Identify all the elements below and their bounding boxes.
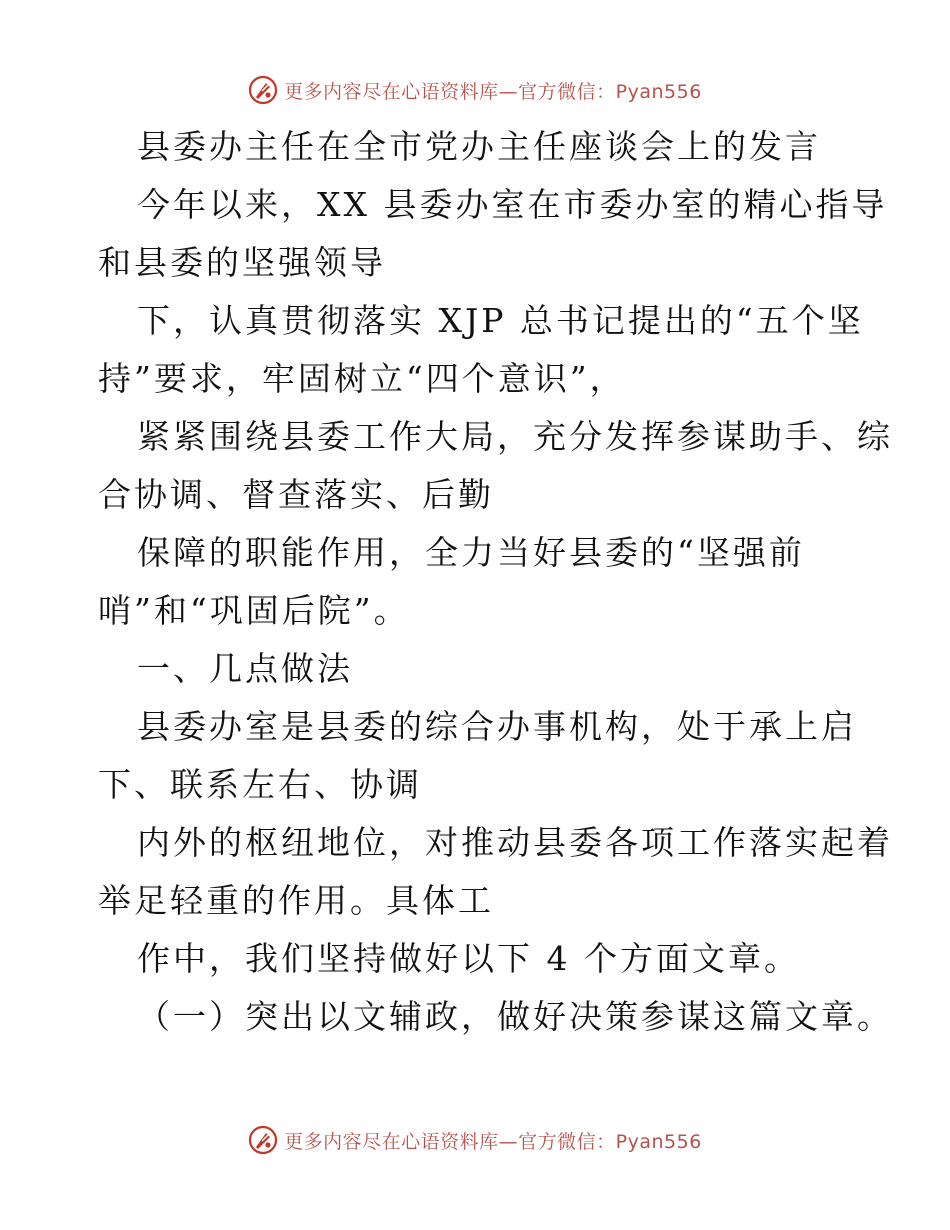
body-line: 举足轻重的作用。具体工 — [98, 881, 494, 920]
pen-nib-logo-icon — [248, 1125, 278, 1155]
body-line: 今年以来，XX 县委办室在市委办室的精心指导 — [137, 185, 888, 224]
body-line: 保障的职能作用，全力当好县委的“坚强前 — [137, 533, 805, 572]
body-line: 内外的枢纽地位，对推动县委各项工作落实起着 — [137, 823, 893, 862]
pen-nib-logo-icon — [248, 75, 278, 105]
body-line: 哨”和“巩固后院”。 — [98, 591, 410, 630]
footer-watermark — [0, 1120, 950, 1160]
body-line: 下、联系左右、协调 — [98, 765, 422, 804]
watermark-text: 更多内容尽在心语资料库—官方微信：Pyan556 — [284, 1130, 702, 1153]
body-line: 持”要求，牢固树立“四个意识”， — [98, 359, 626, 398]
body-line: 作中，我们坚持做好以下 4 个方面文章。 — [137, 939, 800, 978]
body-line: 和县委的坚强领导 — [98, 243, 386, 282]
body-line: 合协调、督查落实、后勤 — [98, 475, 494, 514]
body-line: 县委办室是县委的综合办事机构，处于承上启 — [137, 707, 857, 746]
subsection-heading: （一）突出以文辅政，做好决策参谋这篇文章。 — [137, 997, 893, 1036]
body-line: 下，认真贯彻落实 XJP 总书记提出的“五个坚 — [137, 301, 864, 340]
body-line: 紧紧围绕县委工作大局，充分发挥参谋助手、综 — [137, 417, 893, 456]
header-watermark — [0, 70, 950, 110]
document-title: 县委办主任在全市党办主任座谈会上的发言 — [137, 127, 821, 166]
section-heading: 一、几点做法 — [137, 649, 353, 688]
watermark-text: 更多内容尽在心语资料库—官方微信：Pyan556 — [284, 80, 702, 103]
